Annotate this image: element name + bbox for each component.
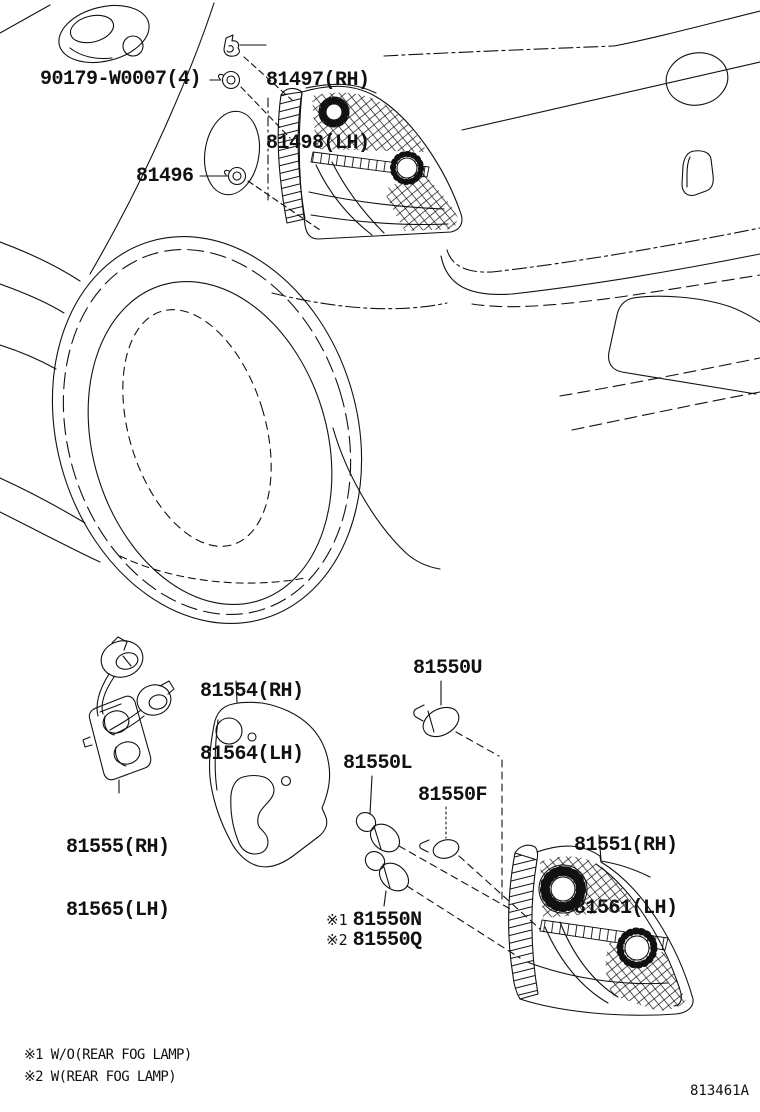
callout-gasket-line2[interactable]: 81564(LH) <box>200 743 304 766</box>
footnote-mark-1: ※1 <box>326 911 348 929</box>
hatch-lines <box>462 11 760 195</box>
bumper-lines <box>272 228 760 569</box>
callout-socket-and-wire[interactable] <box>66 795 170 963</box>
callout-lamp-line2[interactable]: 81561(LH) <box>574 897 678 920</box>
door-handle-outline <box>53 0 155 71</box>
callout-lamp-line1[interactable]: 81551(RH) <box>574 834 678 857</box>
callout-clip-line2[interactable]: 81498(LH) <box>266 132 370 155</box>
callout-bulb-f[interactable]: 81550F <box>418 784 488 807</box>
screw-icon <box>219 72 240 89</box>
wiper-grommet-oval <box>661 47 732 111</box>
bulb-81550nq <box>362 848 414 906</box>
callout-bulb-q-row[interactable] <box>326 929 422 952</box>
corner-body-line <box>0 5 50 33</box>
callout-socket-line1[interactable]: 81555(RH) <box>66 836 170 859</box>
footnote-mark-2: ※2 <box>326 931 348 949</box>
callout-bulb-q-number[interactable]: 81550Q <box>352 929 422 952</box>
callout-grommet[interactable]: 81496 <box>136 165 194 188</box>
pillar-line <box>90 3 214 274</box>
callout-socket-line2[interactable]: 81565(LH) <box>66 899 170 922</box>
footnote-2: ※2 W(REAR FOG LAMP) <box>24 1069 177 1085</box>
callout-gasket-line1[interactable]: 81554(RH) <box>200 680 304 703</box>
callout-lamp-assembly[interactable] <box>574 793 678 961</box>
bulb-81550u <box>414 681 464 742</box>
fuel-door-oval <box>199 107 265 198</box>
callout-clip-line1[interactable]: 81497(RH) <box>266 69 370 92</box>
callout-bulb-n-number[interactable]: 81550N <box>352 909 422 932</box>
bulb-81550l <box>353 776 405 857</box>
callout-screw[interactable]: 90179-W0007(4) <box>40 68 202 91</box>
callout-bulb-u[interactable]: 81550U <box>413 657 483 680</box>
callout-bulb-l[interactable]: 81550L <box>343 752 413 775</box>
callout-bulb-n-row[interactable] <box>326 909 422 932</box>
callout-gasket[interactable] <box>200 639 304 807</box>
socket-and-wire-part <box>83 636 174 793</box>
callout-bulb-nq[interactable] <box>326 909 422 952</box>
bulb-81550f <box>420 807 461 861</box>
callout-clip[interactable] <box>266 28 370 196</box>
footnote-1: ※1 W/O(REAR FOG LAMP) <box>24 1047 192 1063</box>
sheet-code: 813461A <box>690 1083 750 1099</box>
rear-wheel <box>6 198 408 662</box>
clip-icon <box>224 35 239 56</box>
